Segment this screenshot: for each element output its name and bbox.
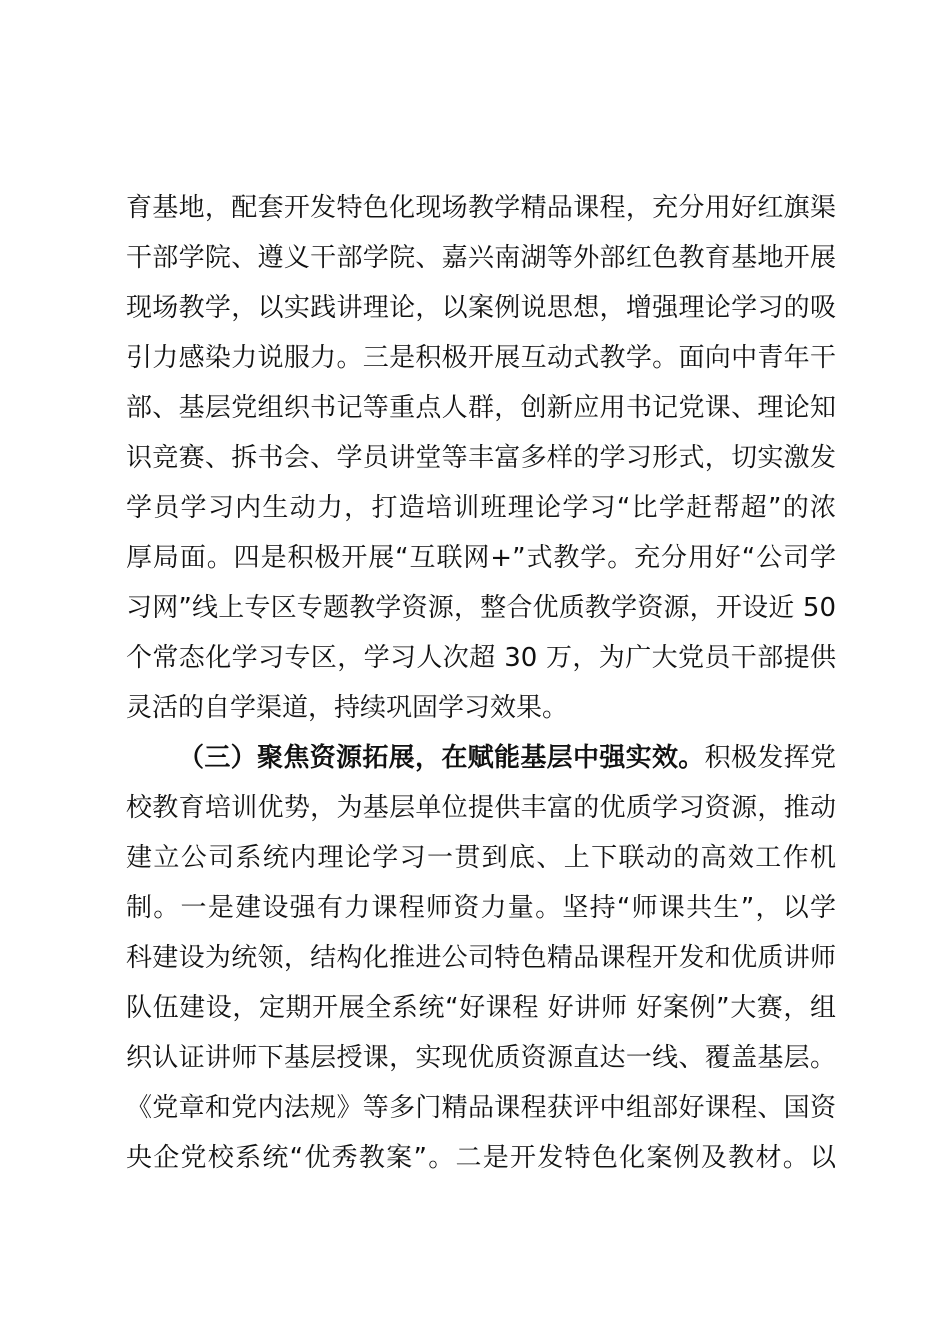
text-line: 育基地，配套开发特色化现场教学精品课程，充分用好红旗渠 xyxy=(126,193,836,223)
text-line: 部、基层党组织书记等重点人群，创新应用书记党课、理论知 xyxy=(126,393,836,423)
text-line: 央企党校系统“优秀教案”。二是开发特色化案例及教材。以 xyxy=(126,1143,836,1173)
text-line: 《党章和党内法规》等多门精品课程获评中组部好课程、国资 xyxy=(126,1093,836,1123)
text-line: 干部学院、遵义干部学院、嘉兴南湖等外部红色教育基地开展 xyxy=(126,243,836,273)
text-line: 学员学习内生动力，打造培训班理论学习“比学赶帮超”的浓 xyxy=(126,493,836,523)
document-body xyxy=(126,183,836,1183)
text-line: 习网”线上专区专题教学资源，整合优质教学资源，开设近 50 xyxy=(126,593,836,623)
text-line: 建立公司系统内理论学习一贯到底、上下联动的高效工作机 xyxy=(126,843,836,873)
text-line: 识竞赛、拆书会、学员讲堂等丰富多样的学习形式，切实激发 xyxy=(126,443,836,473)
text-line: 校教育培训优势，为基层单位提供丰富的优质学习资源，推动 xyxy=(126,793,836,823)
section-heading: （三）聚焦资源拓展，在赋能基层中强实效。 xyxy=(178,743,705,773)
text-line: 个常态化学习专区，学习人次超 30 万，为广大党员干部提供 xyxy=(126,643,836,673)
text-line: 厚局面。四是积极开展“互联网+”式教学。充分用好“公司学 xyxy=(126,543,836,573)
text-line: 制。一是建设强有力课程师资力量。坚持“师课共生”，以学 xyxy=(126,893,836,923)
heading-line-continuation: 积极发挥党 xyxy=(704,743,836,773)
text-line: 灵活的自学渠道，持续巩固学习效果。 xyxy=(126,693,569,723)
text-line: 织认证讲师下基层授课，实现优质资源直达一线、覆盖基层。 xyxy=(126,1043,836,1073)
text-line: 引力感染力说服力。三是积极开展互动式教学。面向中青年干 xyxy=(126,343,836,373)
text-line: 科建设为统领，结构化推进公司特色精品课程开发和优质讲师 xyxy=(126,943,836,973)
text-line: 现场教学，以实践讲理论，以案例说思想，增强理论学习的吸 xyxy=(126,293,836,323)
section-heading-line xyxy=(126,733,836,783)
paragraph-resource-expansion xyxy=(126,733,836,1183)
paragraph-teaching-methods xyxy=(126,183,836,733)
text-line: 队伍建设，定期开展全系统“好课程 好讲师 好案例”大赛，组 xyxy=(126,993,836,1023)
